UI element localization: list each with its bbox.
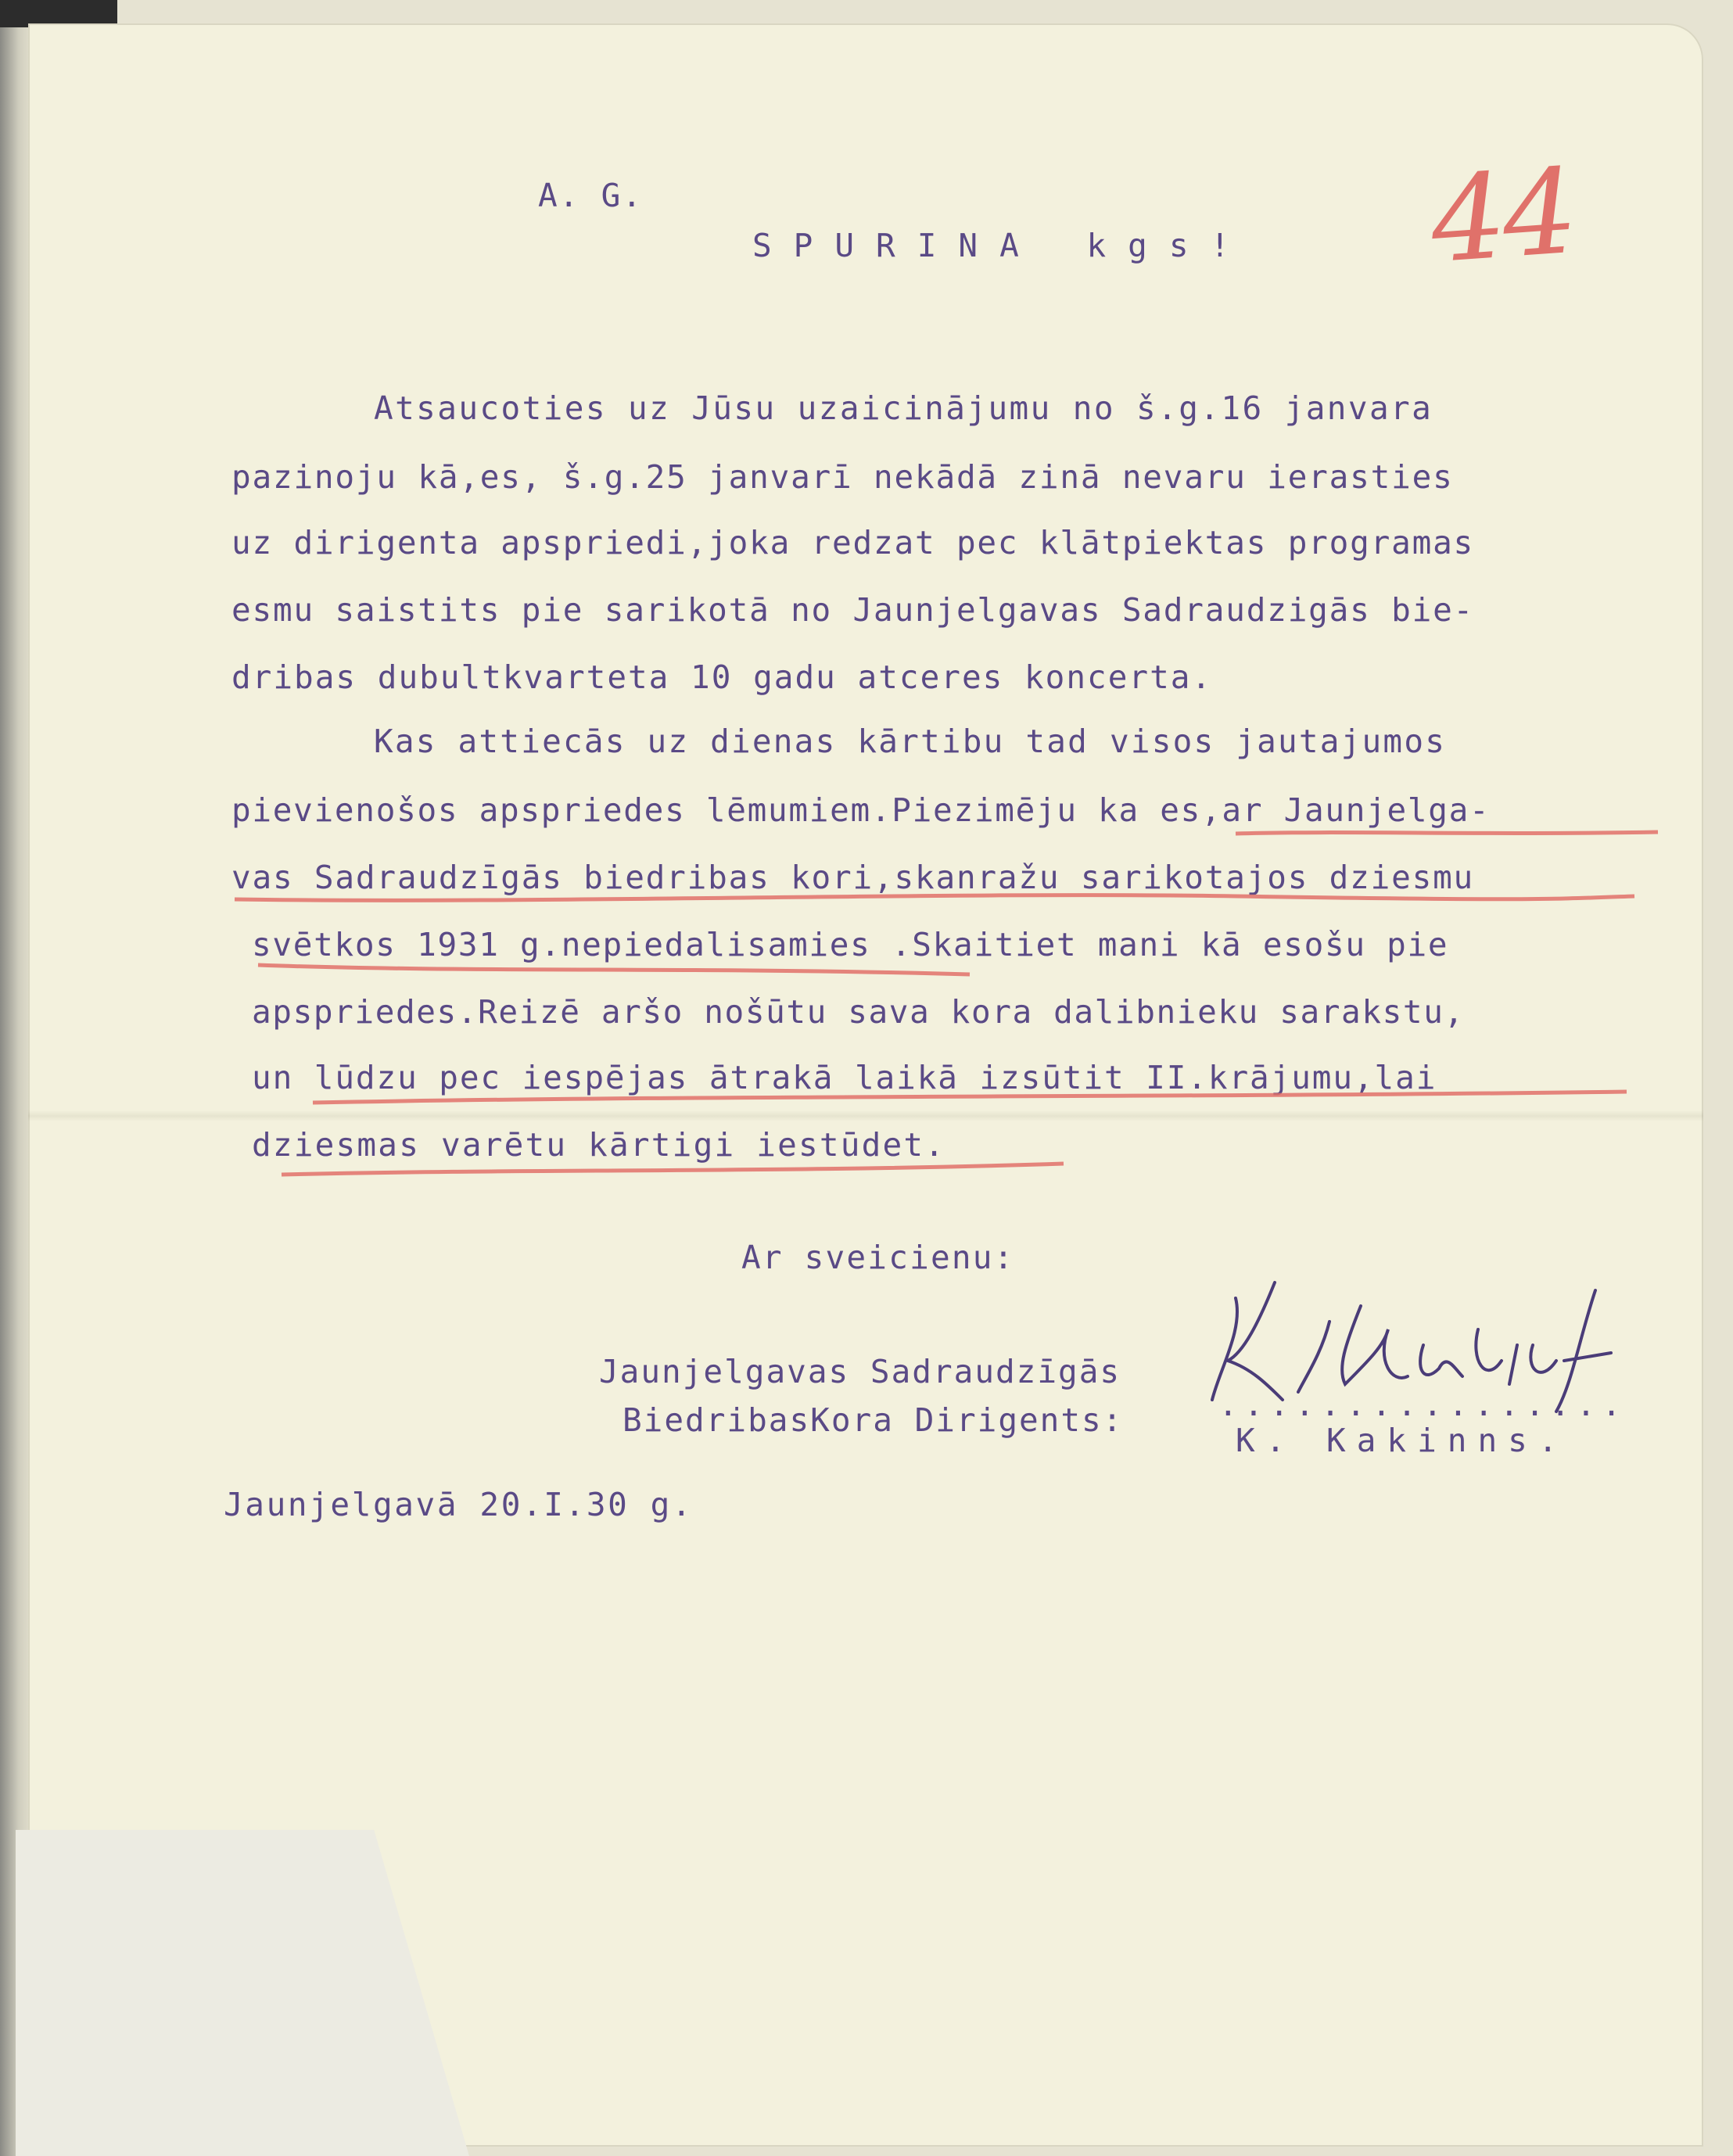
signature-dotted-line: ................: [1218, 1386, 1627, 1423]
body-line-8: vas Sadraudzīgās biedribas kori,skanražu sarikotajos dziesmu: [231, 859, 1475, 896]
body-line-5: dribas dubultkvarteta 10 gadu atceres koncerta.: [231, 658, 1213, 696]
organization-line-2: BiedribasKora Dirigents:: [623, 1401, 1124, 1439]
body-line-3: uz dirigenta apspriedi,joka redzat pec klātpiektas programas: [231, 524, 1475, 561]
body-line-6: Kas attiecās uz dienas kārtibu tad visos jautajumos: [374, 723, 1447, 760]
body-line-10: apspriedes.Reizē aršo nošūtu sava kora dalibnieku sarakstu,: [252, 993, 1465, 1031]
organization-line-1: Jaunjelgavas Sadraudzīgās: [599, 1353, 1121, 1390]
body-line-4: esmu saistits pie sarikotā no Jaunjelgavas Sadraudzigās bie-: [231, 591, 1475, 629]
body-line-11: un lūdzu pec iespējas ātrakā laikā izsūtit II.krājumu,lai: [252, 1059, 1437, 1096]
addressee-name: SPURINA kgs!: [752, 227, 1252, 264]
body-line-12: dziesmas varētu kārtigi iestūdet.: [252, 1126, 946, 1164]
body-line-2: pazinoju kā,es, š.g.25 janvarī nekādā zinā nevaru ierasties: [231, 458, 1454, 496]
body-line-1: Atsaucoties uz Jūsu uzaicinājumu no š.g.16 janvara: [374, 389, 1433, 427]
body-line-9: svētkos 1931 g.nepiedalisamies .Skaitiet mani kā esošu pie: [252, 926, 1449, 963]
handwritten-page-number: 44: [1426, 143, 1579, 290]
body-line-7: pievienošos apspriedes lēmumiem.Piezimēju ka es,ar Jaunjelga-: [231, 791, 1491, 829]
signer-name: K. Kakinns.: [1236, 1422, 1569, 1459]
date-place: Jaunjelgavā 20.I.30 g.: [224, 1486, 694, 1523]
addressee-initials: A. G.: [538, 177, 644, 214]
handwritten-signature: [1189, 1275, 1627, 1415]
closing-greeting: Ar sveicienu:: [741, 1239, 1015, 1276]
